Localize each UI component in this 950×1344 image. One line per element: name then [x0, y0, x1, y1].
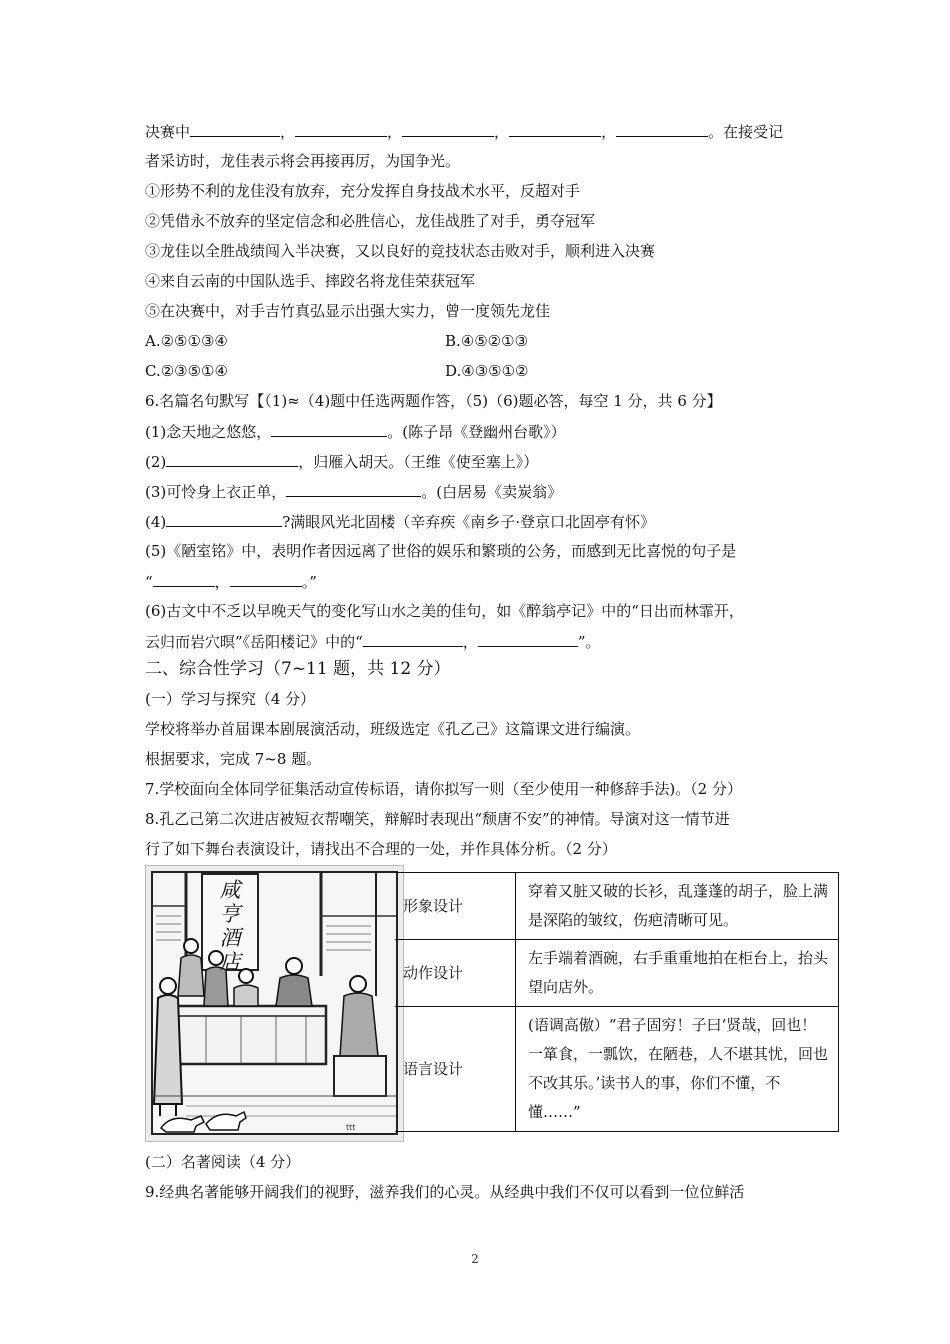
answer-blank[interactable]	[286, 481, 421, 497]
q6-sentence-5-line2	[145, 571, 317, 592]
separator: ，	[601, 123, 617, 141]
intro-line-1: 学校将举办首届课本剧展演活动，班级选定《孔乙己》这篇课文进行编演。	[145, 720, 641, 738]
row-label: 形象设计	[395, 873, 516, 940]
question-7: 7.学校面向全体同学征集活动宣传标语，请你拟写一则（至少使用一种修辞手法)。（2 分）	[145, 780, 742, 798]
page-number: 2	[471, 1252, 479, 1266]
answer-blank[interactable]	[363, 631, 463, 647]
q6-sentence-4	[145, 511, 655, 532]
answer-blank[interactable]	[402, 121, 494, 137]
quote-close: 。”	[301, 573, 317, 591]
q6-s4-suffix: ?满眼风光北固楼（辛弃疾《南乡子·登京口北固亭有怀》	[282, 513, 656, 531]
subsection-heading-2: (二）名著阅读（4 分）	[145, 1153, 301, 1171]
table-row	[395, 1007, 839, 1132]
q6-s1-suffix: 。(陈子昂《登幽州台歌》）	[387, 423, 566, 441]
separator: ，	[214, 573, 230, 591]
svg-text:ttt: ttt	[346, 1123, 356, 1132]
sign-char: 酒	[219, 926, 241, 950]
q5-item-2: ②凭借永不放弃的坚定信念和必胜信心，龙佳战胜了对手，勇夺冠军	[145, 212, 596, 230]
q6-sentence-6-line1: (6)古文中不乏以早晚天气的变化写山水之美的佳句，如《醉翁亭记》中的“日出而林霏开，	[145, 602, 744, 620]
row-label: 动作设计	[395, 940, 516, 1007]
q5-item-3: ③龙佳以全胜战绩闯入半决赛，又以良好的竞技状态击败对手，顺利进入决赛	[145, 242, 656, 260]
q5-suffix: 。在接受记	[708, 123, 784, 141]
q6-sentence-6-line2	[145, 631, 601, 652]
answer-blank[interactable]	[166, 511, 282, 527]
answer-blank[interactable]	[166, 451, 298, 467]
question-9: 9.经典名著能够开阔我们的视野，滋养我们的心灵。从经典中我们不仅可以看到一位位鲜活	[145, 1183, 745, 1201]
answer-blank[interactable]	[509, 121, 601, 137]
section-heading: 二、综合性学习（7~11 题，共 12 分）	[145, 659, 451, 679]
intro-line-2: 根据要求，完成 7~8 题。	[145, 750, 322, 768]
q6-s3-prefix: (3)可怜身上衣正单，	[145, 483, 287, 501]
answer-blank[interactable]	[230, 571, 302, 587]
answer-blank[interactable]	[190, 121, 280, 137]
separator: ，	[387, 123, 403, 141]
q6-s3-suffix: 。(白居易《卖炭翁》	[421, 483, 563, 501]
kong-yiji-tavern-illustration	[145, 865, 404, 1142]
sign-char: 亨	[219, 902, 241, 926]
separator: ，	[462, 633, 478, 651]
q6-s2-suffix: ，归雁入胡天。（王维《使至塞上》）	[298, 453, 539, 471]
q6-title: 6.名篇名句默写【（1)≈（4)题中任选两题作答，（5)（6)题必答，每空 1 分，共 6 分】	[145, 392, 722, 410]
option-d[interactable]: D.④③⑤①②	[445, 362, 529, 380]
q6-s1-prefix: (1)念天地之悠悠，	[145, 423, 272, 441]
option-b[interactable]: B.④⑤②①③	[445, 332, 529, 350]
answer-blank[interactable]	[478, 631, 578, 647]
subsection-heading-1: (一）学习与探究（4 分）	[145, 690, 316, 708]
option-a[interactable]: A.②⑤①③④	[145, 332, 228, 350]
row-description: 穿着又脏又破的长衫，乱蓬蓬的胡子，脸上满是深陷的皱纹，伤疤清晰可见。	[516, 873, 839, 940]
answer-blank[interactable]	[295, 121, 387, 137]
row-label: 语言设计	[395, 1007, 516, 1132]
quote-open: “	[145, 573, 153, 591]
stage-design-table	[395, 872, 839, 1132]
q6-sentence-2	[145, 451, 538, 472]
sign-char: 店	[219, 950, 241, 974]
q5-item-5: ⑤在决赛中，对手吉竹真弘显示出强大实力，曾一度领先龙佳	[145, 302, 551, 320]
question-8-line1: 8.孔乙己第二次进店被短衣帮嘲笑，辩解时表现出“颓唐不安”的神情。导演对这一情节进	[145, 810, 730, 828]
q5-line2: 者采访时，龙佳表示将会再接再厉，为国争光。	[145, 152, 461, 170]
q5-item-1: ①形势不利的龙佳没有放弃，充分发挥自身技战术水平，反超对手	[145, 182, 581, 200]
question-8-line2: 行了如下舞台表演设计，请找出不合理的一处，并作具体分析。（2 分）	[145, 840, 617, 858]
q6-sentence-1	[145, 421, 566, 442]
q5-item-4: ④来自云南的中国队选手、摔跤名将龙佳荣获冠军	[145, 272, 476, 290]
separator: ，	[494, 123, 510, 141]
q6-sentence-3	[145, 481, 562, 502]
q6-s4-prefix: (4)	[145, 513, 167, 531]
tavern-sign	[206, 878, 254, 974]
sign-char: 咸	[219, 878, 241, 902]
row-description: 左手端着酒碗，右手重重地拍在柜台上，抬头望向店外。	[516, 940, 839, 1007]
table-row	[395, 873, 839, 940]
q5-sentence-blanks	[145, 121, 783, 142]
q6-sentence-5-line1: (5)《陋室铭》中，表明作者因远离了世俗的娱乐和繁琐的公务，而感到无比喜悦的句子是	[145, 542, 737, 560]
q6-s6-prefix: 云归而岩穴暝”《岳阳楼记》中的“	[145, 633, 363, 651]
separator: ，	[280, 123, 296, 141]
tavern-drawing	[146, 866, 403, 1141]
q6-s2-prefix: (2)	[145, 453, 167, 471]
answer-blank[interactable]	[271, 421, 387, 437]
answer-blank[interactable]	[153, 571, 215, 587]
q6-s6-suffix: ”。	[577, 633, 601, 651]
option-c[interactable]: C.②③⑤①④	[145, 362, 228, 380]
q5-prefix: 决赛中	[145, 123, 191, 141]
row-description: (语调高傲）“君子固穷！子曰‘贤哉，回也！一箪食，一瓢饮，在陋巷，人不堪其忧，回也不改其乐。’读书人的事，你们不懂，不懂……”	[516, 1007, 839, 1132]
table-row	[395, 940, 839, 1007]
answer-blank[interactable]	[616, 121, 708, 137]
